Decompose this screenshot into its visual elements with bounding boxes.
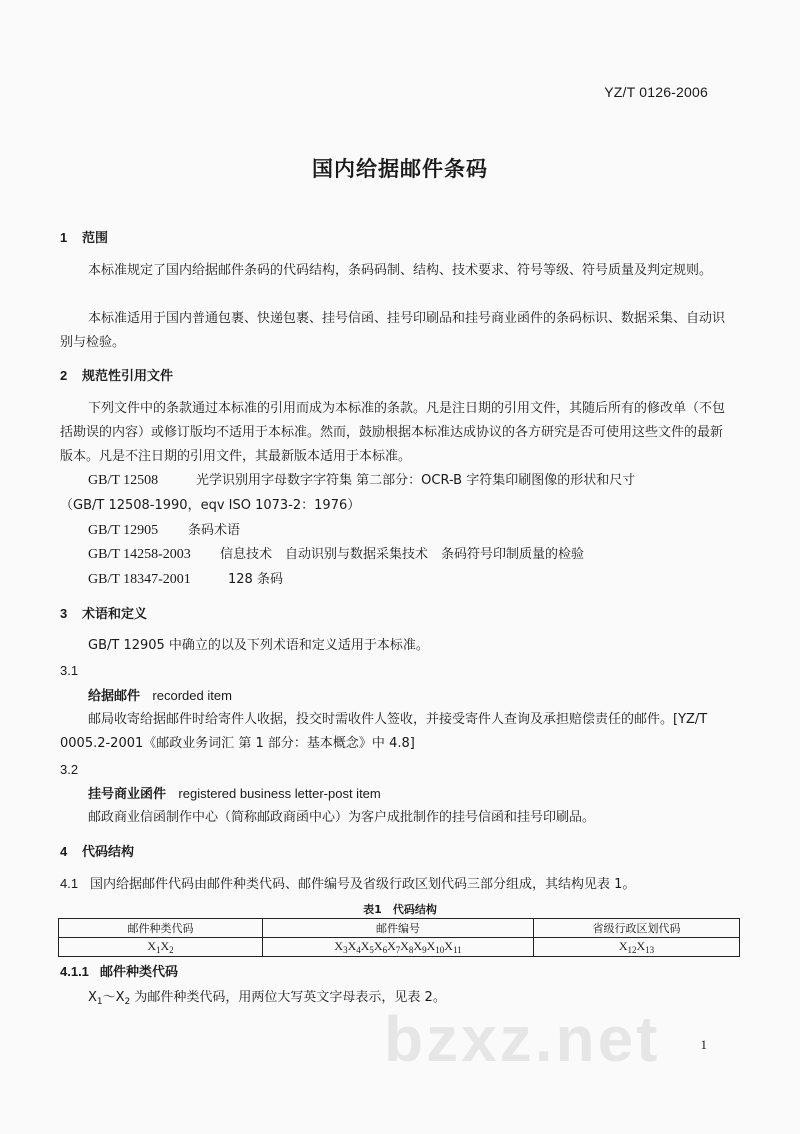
term-definition: 邮局收寄给据邮件时给寄件人收据，投交时需收件人签收，并接受寄件人查询及承担赔偿责任的邮件。[YZ/T 0005.2-2001《邮政业务词汇 第 1 部分：基本概念》中 4.8]: [60, 712, 708, 751]
table-row: [59, 938, 740, 957]
section-number: 1: [60, 230, 68, 245]
reference-title: 条码术语: [188, 523, 241, 538]
standard-code: YZ/T 0126-2006: [604, 84, 708, 100]
reference-title: 光学识别用字母数字字符集 第二部分：OCR-B 字符集印刷图像的形状和尺寸: [196, 473, 636, 488]
reference-title: 信息技术 自动识别与数据采集技术 条码符号印制质量的检验: [220, 547, 585, 562]
paragraph: 下列文件中的条款通过本标准的引用而成为本标准的条款。凡是注日期的引用文件，其随后所有的修改单（不包括勘误的内容）或修订版均不适用于本标准。然而，鼓励根据本标准达成协议的各方研究是否可使用这些文件的最新版本。凡是不注日期的引用文件，其最新版本适用于本标准。: [60, 401, 726, 464]
term-chinese: 挂号商业函件: [88, 787, 167, 802]
reference-title: 128 条码: [228, 572, 283, 587]
section-number: 4: [60, 844, 68, 859]
table-cell: $X_1X_2$: [59, 938, 263, 957]
clause-number: 4.1.1: [60, 964, 89, 979]
clause-number: 3.1: [60, 663, 79, 678]
term-english: recorded item: [152, 688, 232, 703]
term-definition: 邮政商业信函制作中心（简称邮政商函中心）为客户成批制作的挂号信函和挂号印刷品。: [88, 810, 596, 825]
clause-4-1-1-heading: [60, 960, 178, 985]
section-title: 范围: [82, 231, 109, 246]
clause-number: 4.1: [60, 876, 79, 891]
clause-title: 邮件种类代码: [100, 965, 179, 980]
page-number: 1: [700, 1037, 707, 1052]
table-header-cell: 邮件编号: [263, 919, 534, 938]
reference-code: GB/T 12905: [88, 523, 159, 538]
clause-text: 国内给据邮件代码由邮件种类代码、邮件编号及省级行政区划代码三部分组成，其结构见表 1。: [90, 877, 636, 892]
term-chinese: 给据邮件: [88, 689, 141, 704]
section-1-heading: [60, 227, 108, 246]
clause-number: 3.2: [60, 762, 79, 777]
reference-item: [88, 469, 635, 493]
section-3-heading: [60, 603, 147, 622]
section-4-heading: [60, 841, 134, 860]
section-number: 2: [60, 368, 68, 383]
table-header-cell: 省级行政区划代码: [534, 919, 740, 938]
term: [88, 684, 232, 709]
reference-item-continued: （GB/T 12508-1990，eqv ISO 1073-2：1976）: [60, 498, 361, 513]
reference-code: GB/T 12508: [88, 473, 159, 488]
section-2-heading: [60, 365, 173, 384]
paragraph: 本标准规定了国内给据邮件条码的代码结构，条码码制、结构、技术要求、符号等级、符号质量及判定规则。: [88, 263, 713, 278]
section-title: 规范性引用文件: [82, 369, 174, 384]
table-cell: $X_{12}X_{13}$: [534, 938, 740, 957]
document-title: 国内给据邮件条码: [312, 157, 488, 181]
table-cell: $X_3X_4X_5X_6X_7X_8X_9X_{10}X_{11}$: [263, 938, 534, 957]
table-caption: 表1 代码结构: [363, 903, 437, 916]
reference-item: [88, 519, 240, 543]
reference-code: GB/T 18347-2001: [88, 572, 191, 587]
section-number: 3: [60, 606, 68, 621]
clause-text: $X_1\sim X_2$ 为邮件种类代码，用两位大写英文字母表示，见表 2。: [88, 990, 446, 1007]
paragraph: GB/T 12905 中确立的以及下列术语和定义适用于本标准。: [88, 638, 429, 653]
reference-item: [88, 568, 283, 592]
reference-item: [88, 543, 584, 567]
reference-code: GB/T 14258-2003: [88, 547, 191, 562]
paragraph: 本标准适用于国内普通包裹、快递包裹、挂号信函、挂号印刷品和挂号商业函件的条码标识、数据采集、自动识别与检验。: [60, 311, 726, 350]
table-header-row: [59, 919, 740, 938]
term-english: registered business letter-post item: [178, 786, 381, 801]
section-title: 代码结构: [82, 845, 135, 860]
watermark-text: bzxz.net: [384, 1003, 661, 1075]
code-structure-table: [58, 918, 740, 957]
clause-4-1: [60, 872, 635, 897]
section-title: 术语和定义: [82, 607, 148, 622]
term: [88, 782, 381, 807]
table-header-cell: 邮件种类代码: [59, 919, 263, 938]
